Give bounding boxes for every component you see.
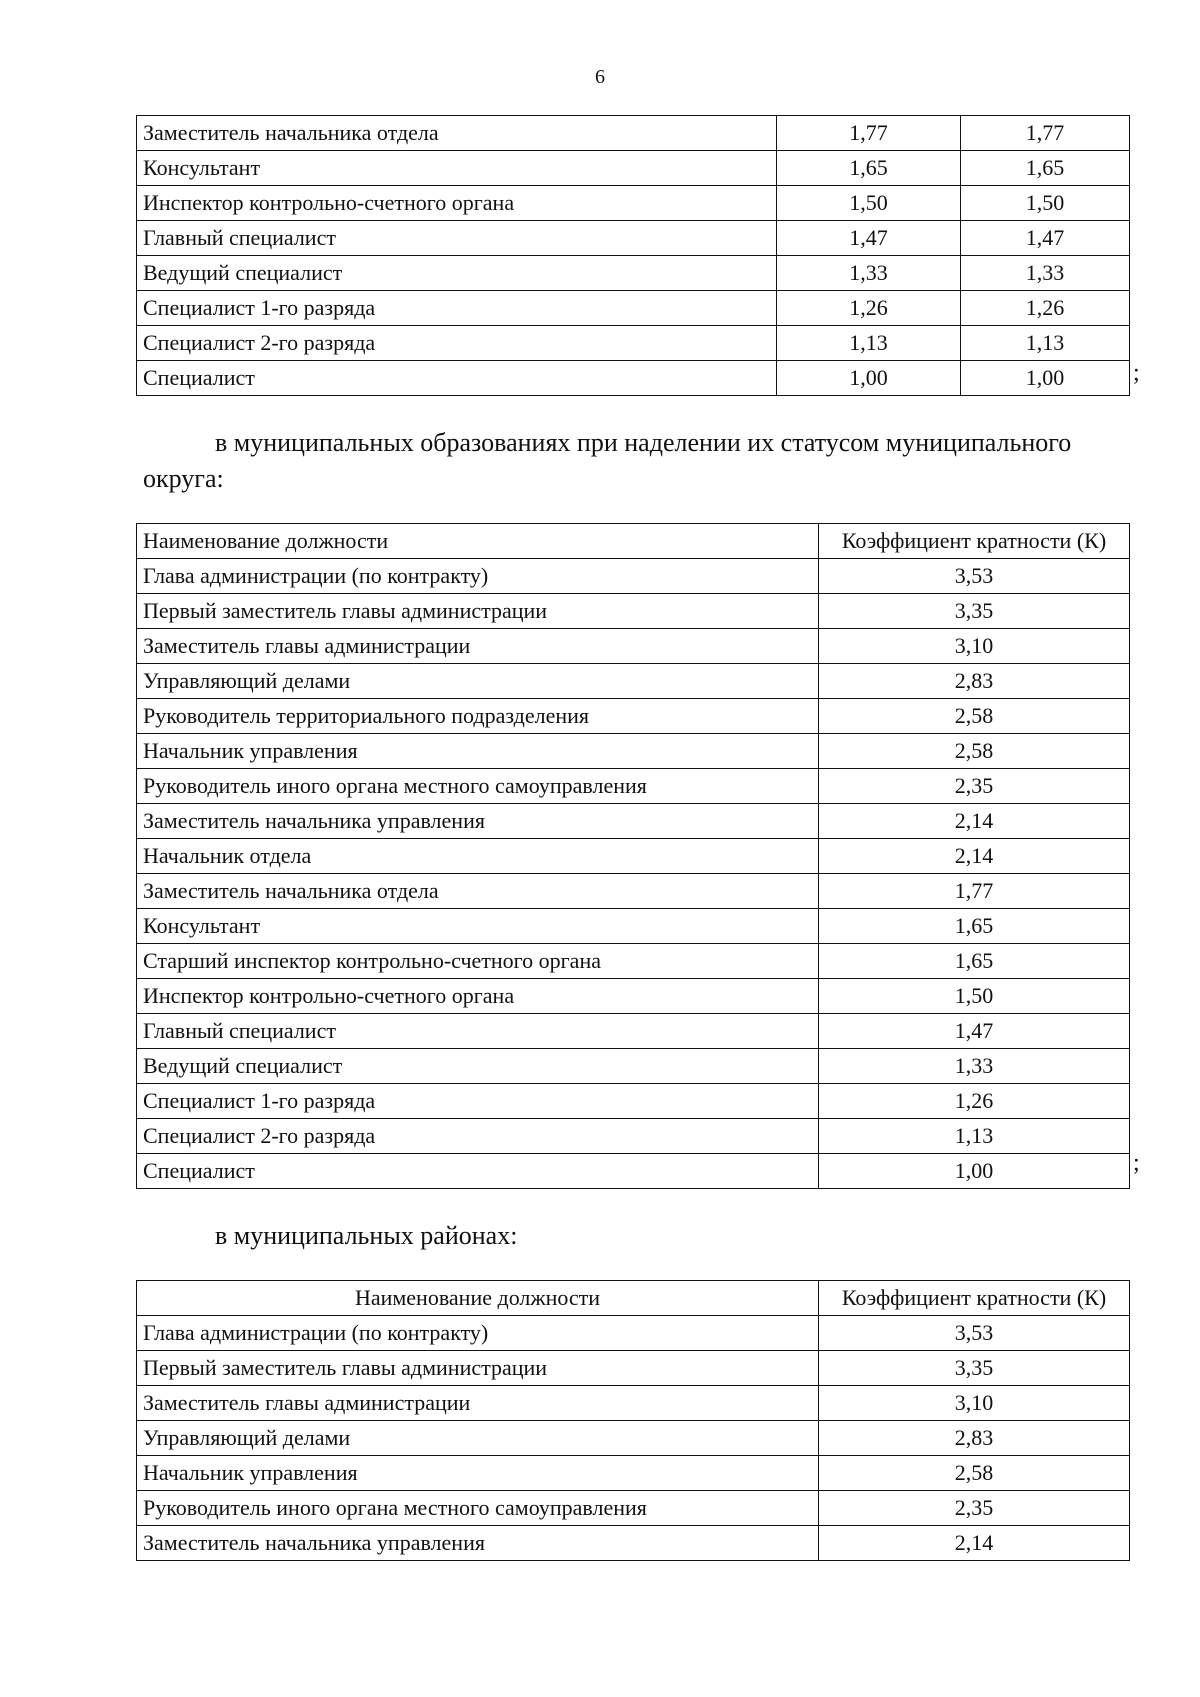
position-name-cell: Консультант	[137, 151, 777, 186]
position-name-cell: Специалист 1-го разряда	[137, 1084, 819, 1119]
table-row	[137, 1386, 1130, 1421]
coefficient-cell: 1,13	[777, 326, 961, 361]
header-position-name: Наименование должности	[137, 1281, 819, 1316]
municipal-district-table	[136, 523, 1130, 1189]
coefficient-cell: 1,77	[819, 874, 1130, 909]
position-name-cell: Заместитель начальника управления	[137, 804, 819, 839]
table-row	[137, 256, 1130, 291]
section2-intro-line1: в муниципальных образованиях при наделении их статусом муниципального	[215, 428, 1072, 457]
table-row	[137, 979, 1130, 1014]
table-row	[137, 1084, 1130, 1119]
position-name-cell: Заместитель начальника отдела	[137, 874, 819, 909]
position-name-cell: Глава администрации (по контракту)	[137, 1316, 819, 1351]
position-name-cell: Инспектор контрольно-счетного органа	[137, 979, 819, 1014]
position-name-cell: Первый заместитель главы администрации	[137, 1351, 819, 1386]
table2-semicolon: ;	[1133, 1150, 1140, 1176]
table-row	[137, 151, 1130, 186]
coefficient-cell: 3,35	[819, 594, 1130, 629]
table-row	[137, 1491, 1130, 1526]
coefficient-cell: 3,53	[819, 1316, 1130, 1351]
position-name-cell: Руководитель территориального подразделения	[137, 699, 819, 734]
header-position-name: Наименование должности	[137, 524, 819, 559]
coefficient-cell: 3,10	[819, 1386, 1130, 1421]
position-name-cell: Руководитель иного органа местного самоуправления	[137, 769, 819, 804]
position-name-cell: Управляющий делами	[137, 664, 819, 699]
position-name-cell: Специалист	[137, 1154, 819, 1189]
table-row	[137, 1421, 1130, 1456]
table-row	[137, 839, 1130, 874]
header-coefficient: Коэффициент кратности (К)	[819, 1281, 1130, 1316]
page-number: 6	[595, 66, 605, 88]
table-row	[137, 769, 1130, 804]
coefficient-cell: 2,35	[819, 769, 1130, 804]
section3-intro: в муниципальных районах:	[215, 1221, 518, 1250]
table-row	[137, 909, 1130, 944]
table-row	[137, 1154, 1130, 1189]
table-row	[137, 699, 1130, 734]
position-name-cell: Заместитель начальника управления	[137, 1526, 819, 1561]
coefficient-cell: 2,83	[819, 664, 1130, 699]
position-name-cell: Главный специалист	[137, 221, 777, 256]
coefficient-cell: 2,58	[819, 1456, 1130, 1491]
coefficient-cell: 3,10	[819, 629, 1130, 664]
table-row	[137, 361, 1130, 396]
table-row	[137, 629, 1130, 664]
table-row	[137, 874, 1130, 909]
municipal-region-table	[136, 1280, 1130, 1561]
coefficient-cell: 1,47	[961, 221, 1130, 256]
table-row	[137, 221, 1130, 256]
table-row	[137, 326, 1130, 361]
coefficient-cell: 1,77	[961, 116, 1130, 151]
table-row	[137, 1456, 1130, 1491]
position-name-cell: Первый заместитель главы администрации	[137, 594, 819, 629]
coefficient-cell: 2,14	[819, 839, 1130, 874]
position-name-cell: Руководитель иного органа местного самоуправления	[137, 1491, 819, 1526]
coefficient-cell: 1,26	[961, 291, 1130, 326]
table-row	[137, 1526, 1130, 1561]
table-row	[137, 1049, 1130, 1084]
position-name-cell: Глава администрации (по контракту)	[137, 559, 819, 594]
coefficient-cell: 1,65	[777, 151, 961, 186]
table-row	[137, 1316, 1130, 1351]
table1-semicolon: ;	[1133, 360, 1140, 386]
position-name-cell: Специалист	[137, 361, 777, 396]
header-coefficient: Коэффициент кратности (К)	[819, 524, 1130, 559]
position-name-cell: Заместитель главы администрации	[137, 629, 819, 664]
coefficient-table-continued	[136, 115, 1130, 396]
coefficient-cell: 1,33	[819, 1049, 1130, 1084]
coefficient-cell: 1,47	[819, 1014, 1130, 1049]
coefficient-cell: 2,83	[819, 1421, 1130, 1456]
coefficient-cell: 3,35	[819, 1351, 1130, 1386]
position-name-cell: Главный специалист	[137, 1014, 819, 1049]
table-row	[137, 594, 1130, 629]
section2-intro-line2: округа:	[143, 464, 224, 493]
position-name-cell: Инспектор контрольно-счетного органа	[137, 186, 777, 221]
table-row	[137, 186, 1130, 221]
position-name-cell: Ведущий специалист	[137, 256, 777, 291]
coefficient-cell: 1,26	[777, 291, 961, 326]
coefficient-cell: 1,00	[819, 1154, 1130, 1189]
table-header-row	[137, 1281, 1130, 1316]
position-name-cell: Заместитель главы администрации	[137, 1386, 819, 1421]
coefficient-cell: 2,58	[819, 734, 1130, 769]
coefficient-cell: 1,00	[961, 361, 1130, 396]
table-row	[137, 116, 1130, 151]
coefficient-cell: 2,14	[819, 1526, 1130, 1561]
position-name-cell: Старший инспектор контрольно-счетного органа	[137, 944, 819, 979]
coefficient-cell: 1,50	[819, 979, 1130, 1014]
coefficient-cell: 1,26	[819, 1084, 1130, 1119]
coefficient-cell: 2,58	[819, 699, 1130, 734]
coefficient-cell: 1,77	[777, 116, 961, 151]
table-row	[137, 734, 1130, 769]
coefficient-cell: 2,35	[819, 1491, 1130, 1526]
position-name-cell: Управляющий делами	[137, 1421, 819, 1456]
coefficient-cell: 1,65	[961, 151, 1130, 186]
coefficient-cell: 1,65	[819, 909, 1130, 944]
position-name-cell: Начальник отдела	[137, 839, 819, 874]
coefficient-cell: 1,13	[819, 1119, 1130, 1154]
position-name-cell: Специалист 2-го разряда	[137, 1119, 819, 1154]
table-header-row	[137, 524, 1130, 559]
table-row	[137, 559, 1130, 594]
table-row	[137, 1119, 1130, 1154]
coefficient-cell: 1,33	[961, 256, 1130, 291]
position-name-cell: Начальник управления	[137, 734, 819, 769]
coefficient-cell: 1,47	[777, 221, 961, 256]
table-row	[137, 1351, 1130, 1386]
table-row	[137, 1014, 1130, 1049]
coefficient-cell: 1,50	[961, 186, 1130, 221]
table-row	[137, 664, 1130, 699]
coefficient-cell: 1,00	[777, 361, 961, 396]
coefficient-cell: 1,65	[819, 944, 1130, 979]
position-name-cell: Специалист 2-го разряда	[137, 326, 777, 361]
coefficient-cell: 1,33	[777, 256, 961, 291]
position-name-cell: Заместитель начальника отдела	[137, 116, 777, 151]
coefficient-cell: 3,53	[819, 559, 1130, 594]
position-name-cell: Консультант	[137, 909, 819, 944]
coefficient-cell: 2,14	[819, 804, 1130, 839]
position-name-cell: Начальник управления	[137, 1456, 819, 1491]
table-row	[137, 944, 1130, 979]
table-row	[137, 291, 1130, 326]
position-name-cell: Специалист 1-го разряда	[137, 291, 777, 326]
table-row	[137, 804, 1130, 839]
coefficient-cell: 1,50	[777, 186, 961, 221]
position-name-cell: Ведущий специалист	[137, 1049, 819, 1084]
coefficient-cell: 1,13	[961, 326, 1130, 361]
